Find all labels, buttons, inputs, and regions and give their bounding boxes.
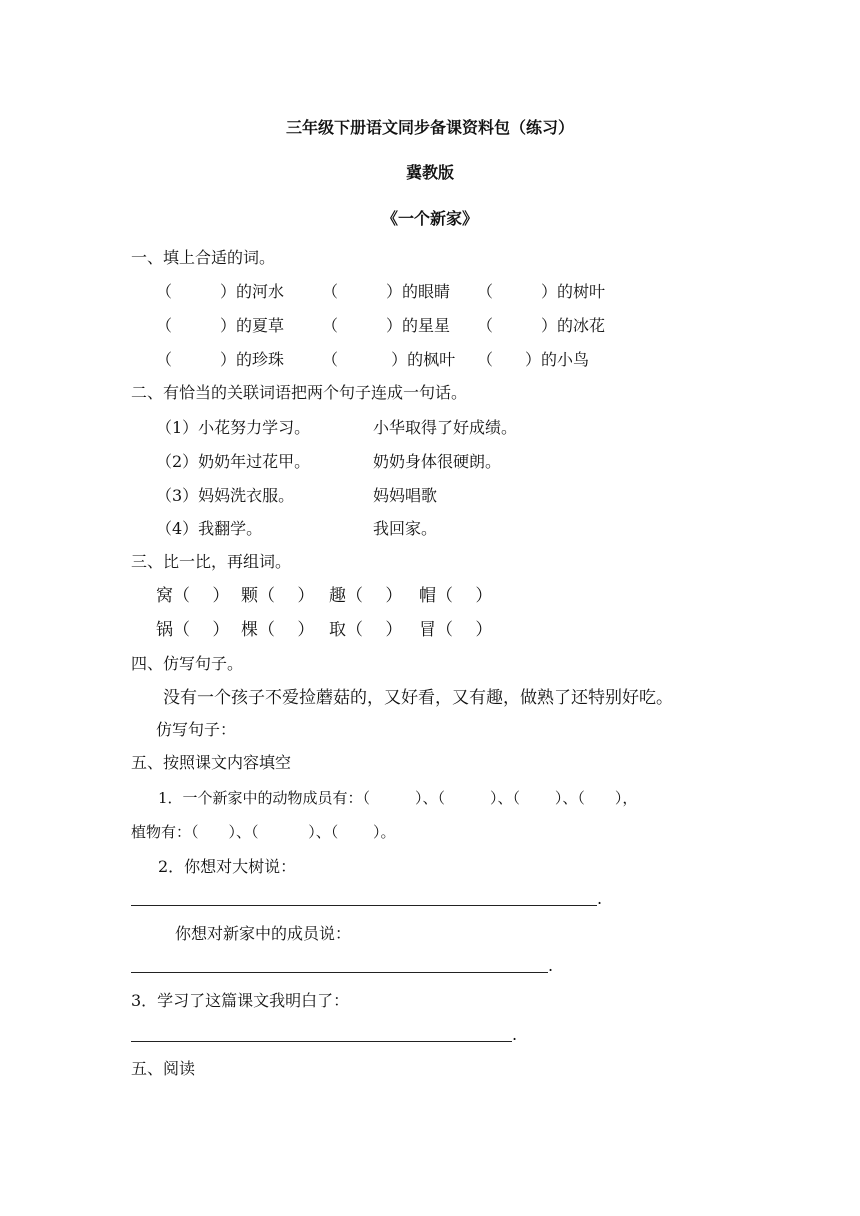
char-item: 趣（ ）	[329, 586, 403, 606]
fill-item: （ ）的夏草	[156, 316, 285, 335]
char-item: 冒（ ）	[419, 620, 493, 640]
fill-item: （ ）的枫叶	[322, 350, 456, 369]
char-item: 窝（ ）	[156, 586, 230, 606]
section3-heading: 三、比一比，再组词。	[131, 552, 292, 571]
section6-heading: 五、阅读	[131, 1059, 196, 1078]
fill-item: （ ）的星星	[322, 316, 451, 335]
fill-item: （ ）的珍珠	[156, 350, 285, 369]
char-item: 取（ ）	[329, 620, 403, 640]
line-period: .	[548, 956, 554, 975]
char-item: 颗（ ）	[241, 586, 315, 606]
section2-heading: 二、有恰当的关联词语把两个句子连成一句话。	[131, 383, 468, 402]
answer-line	[131, 905, 597, 906]
question-1-line1: 1．一个新家中的动物成员有：（ ）、（ ）、（ ）、（ ），	[158, 789, 638, 807]
sentence-a: （1）小花努力学习。	[156, 418, 311, 437]
fill-item: （ ）的河水	[156, 282, 285, 301]
sentence-b: 我回家。	[373, 519, 438, 538]
question-1-line2: 植物有：（ ）、（ ）、（ ）。	[131, 823, 396, 841]
sentence-a: （3）妈妈洗衣服。	[156, 486, 295, 505]
sentence-b: 妈妈唱歌	[373, 486, 438, 505]
fill-item: （ ）的冰花	[477, 316, 606, 335]
page-title: 三年级下册语文同步备课资料包（练习）	[285, 118, 574, 137]
answer-line	[131, 1041, 512, 1042]
fill-item: （ ）的小鸟	[477, 350, 590, 369]
fill-item: （ ）的眼睛	[322, 282, 451, 301]
section4-heading: 四、仿写句子。	[131, 654, 244, 673]
answer-line	[131, 972, 548, 973]
edition-label: 冀教版	[405, 163, 454, 182]
question-3: 3．学习了这篇课文我明白了：	[131, 991, 350, 1010]
sentence-b: 奶奶身体很硬朗。	[373, 452, 502, 471]
section5-heading: 五、按照课文内容填空	[131, 753, 292, 772]
question-2b: 你想对新家中的成员说：	[175, 924, 352, 943]
sentence-b: 小华取得了好成绩。	[373, 418, 518, 437]
line-period: .	[597, 889, 603, 908]
char-item: 帽（ ）	[419, 586, 493, 606]
sentence-a: （4）我翻学。	[156, 519, 263, 538]
line-period: .	[512, 1025, 518, 1044]
sentence-a: （2）奶奶年过花甲。	[156, 452, 311, 471]
fill-item: （ ）的树叶	[477, 282, 606, 301]
model-sentence: 没有一个孩子不爱捡蘑菇的，又好看，又有趣，做熟了还特别好吃。	[163, 688, 673, 708]
char-item: 锅（ ）	[156, 620, 230, 640]
char-item: 棵（ ）	[241, 620, 315, 640]
imitation-prompt: 仿写句子：	[156, 720, 237, 739]
question-2: 2．你想对大树说：	[158, 857, 297, 876]
section1-heading: 一、填上合适的词。	[131, 248, 276, 267]
lesson-title: 《一个新家》	[381, 209, 478, 228]
